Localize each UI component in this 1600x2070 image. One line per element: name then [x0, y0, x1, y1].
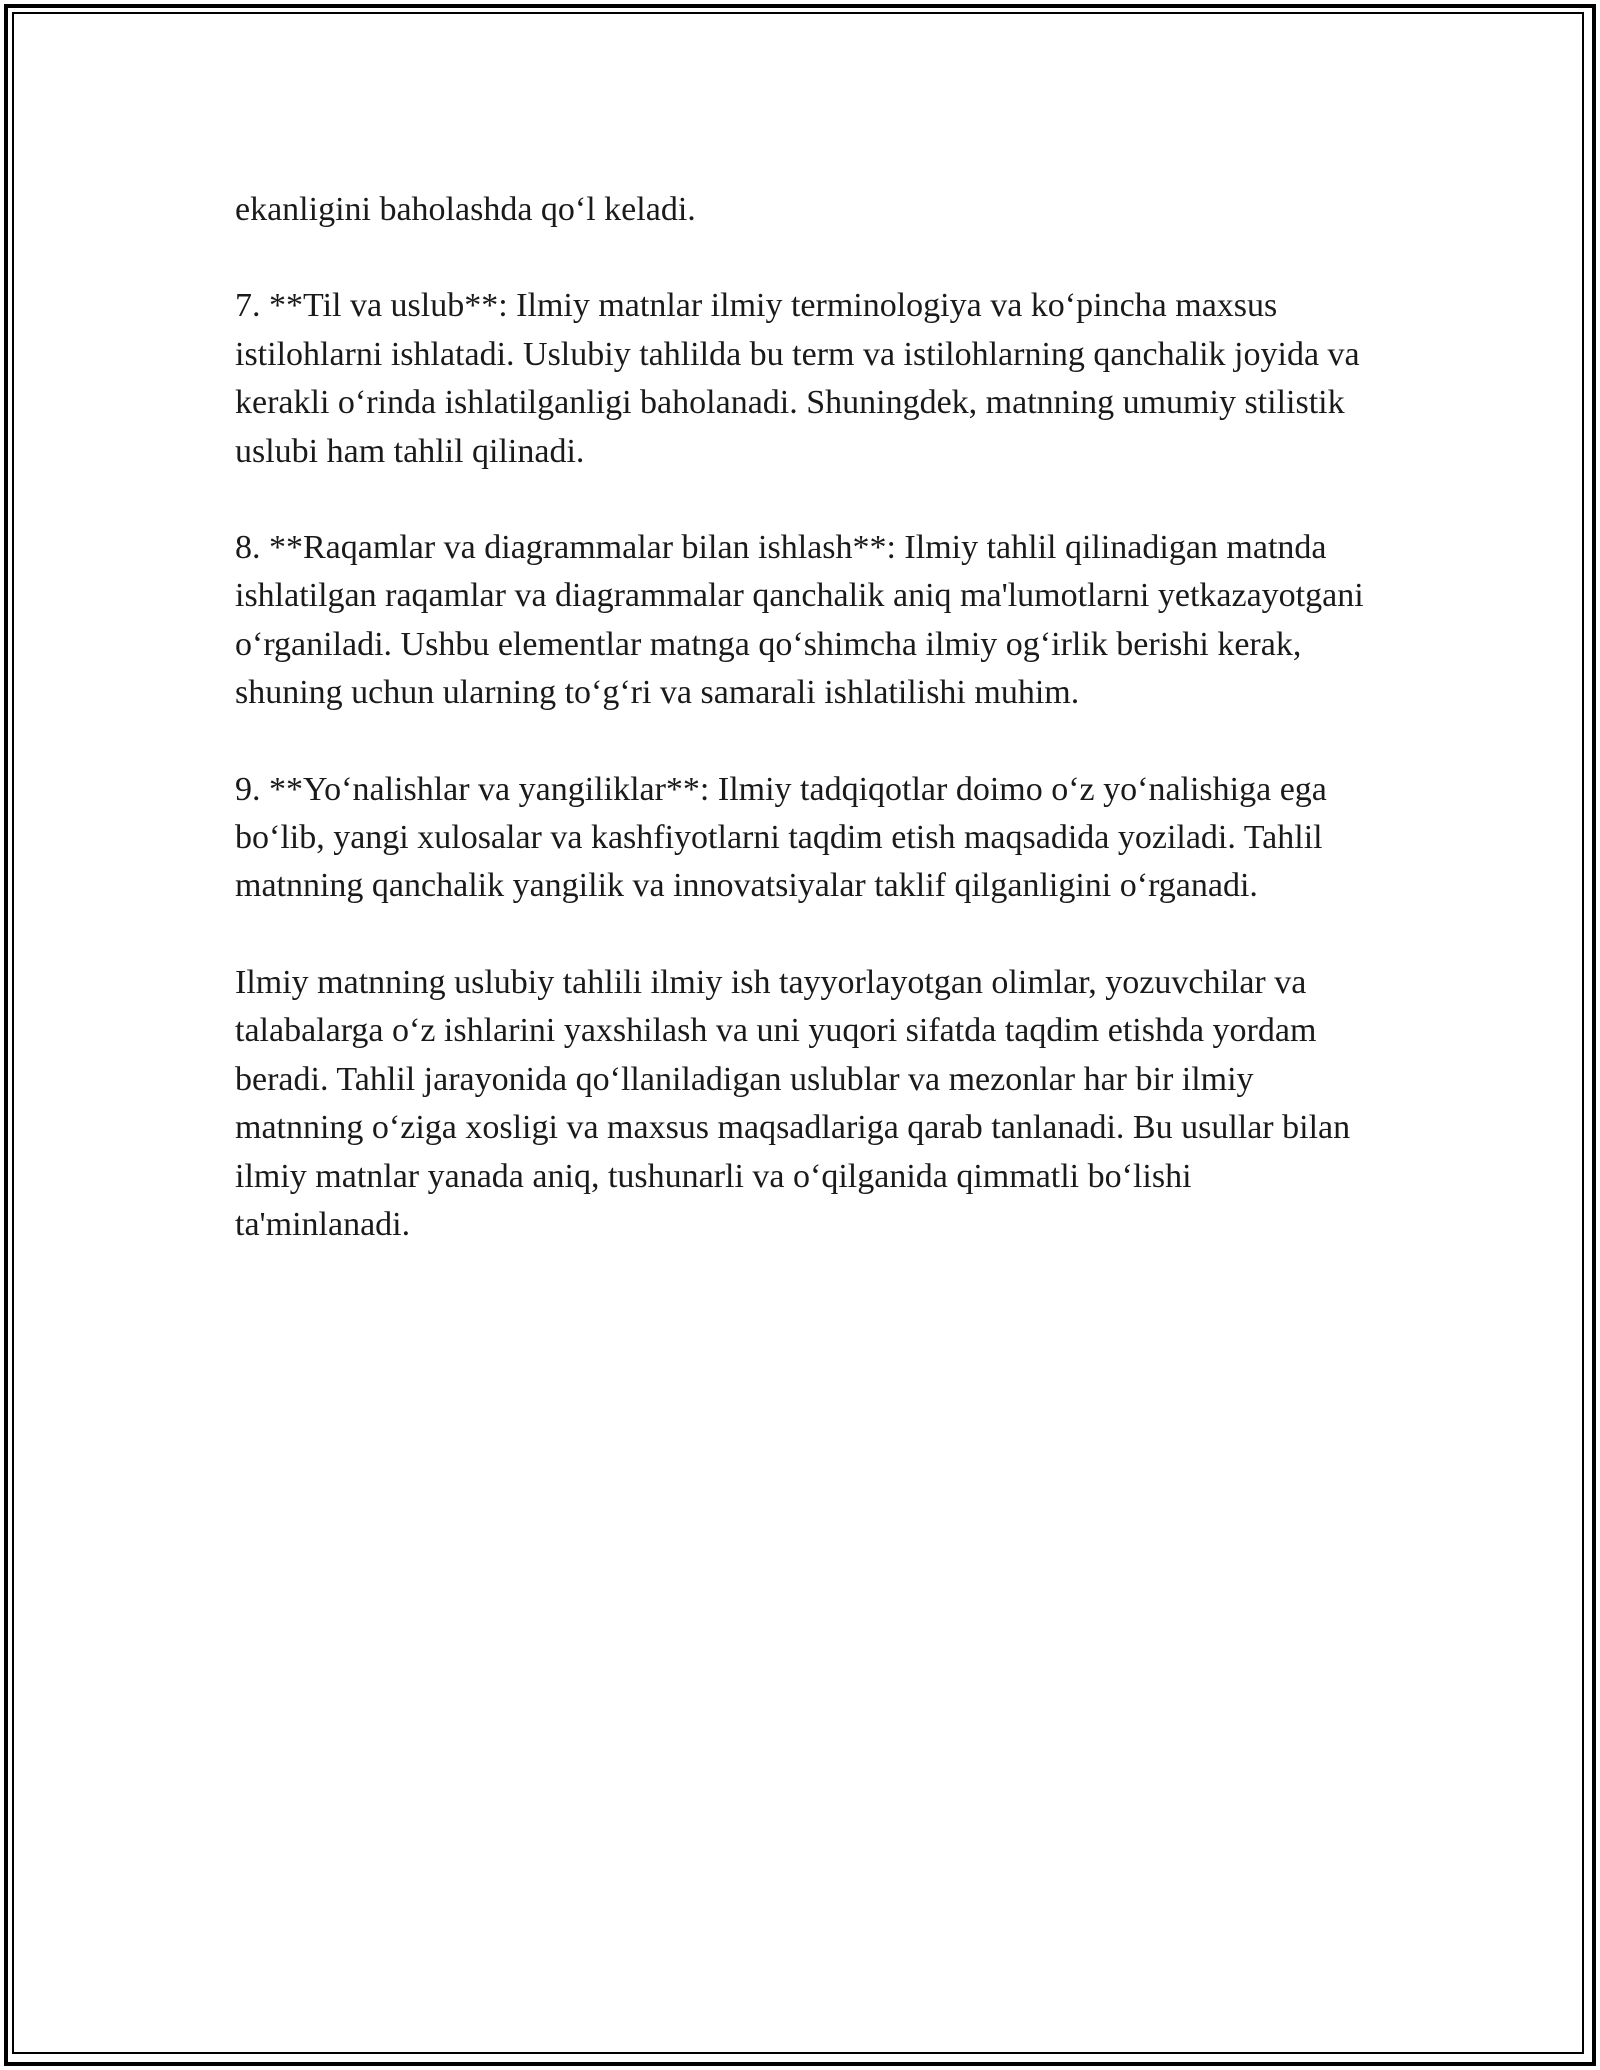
document-body [235, 186, 1375, 1297]
paragraph-item-7: 7. **Til va uslub**: Ilmiy matnlar ilmiy terminologiya va ko‘pincha maxsus istilohlarni ishlatadi. Uslubiy tahlilda bu term va istilohlarning qanchalik joyida va kerakli o‘rinda ishlatilganligi baholanadi. Shuningdek, matnning umumiy stilistik uslubi ham tahlil qilinadi. [235, 287, 1360, 470]
paragraph-item-8: 8. **Raqamlar va diagrammalar bilan ishlash**: Ilmiy tahlil qilinadigan matnda ishlatilgan raqamlar va diagrammalar qanchalik aniq ma'lumotlarni yetkazayotgani o‘rganiladi. Ushbu elementlar matnga qo‘shimcha ilmiy og‘irlik berishi kerak, shuning uchun ularning to‘g‘ri va samarali ishlatilishi muhim. [235, 529, 1364, 712]
paragraph-conclusion: Ilmiy matnning uslubiy tahlili ilmiy ish tayyorlayotgan olimlar, yozuvchilar va talabalarga o‘z ishlarini yaxshilash va uni yuqori sifatda taqdim etishda yordam beradi. Tahlil jarayonida qo‘llaniladigan uslublar va mezonlar har bir ilmiy matnning o‘ziga xosligi va maxsus maqsadlariga qarab tanlanadi. Bu usullar bilan ilmiy matnlar yanada aniq, tushunarli va o‘qilganida qimmatli bo‘lishi ta'minlanadi. [235, 963, 1351, 1243]
paragraph-item-9: 9. **Yo‘nalishlar va yangiliklar**: Ilmiy tadqiqotlar doimo o‘z yo‘nalishiga ega bo‘lib, yangi xulosalar va kashfiyotlarni taqdim etish maqsadida yoziladi. Tahlil matnning qanchalik yangilik va innovatsiyalar taklif qilganligini o‘rganadi. [235, 770, 1327, 905]
paragraph-continuation: ekanligini baholashda qo‘l keladi. [235, 191, 696, 228]
